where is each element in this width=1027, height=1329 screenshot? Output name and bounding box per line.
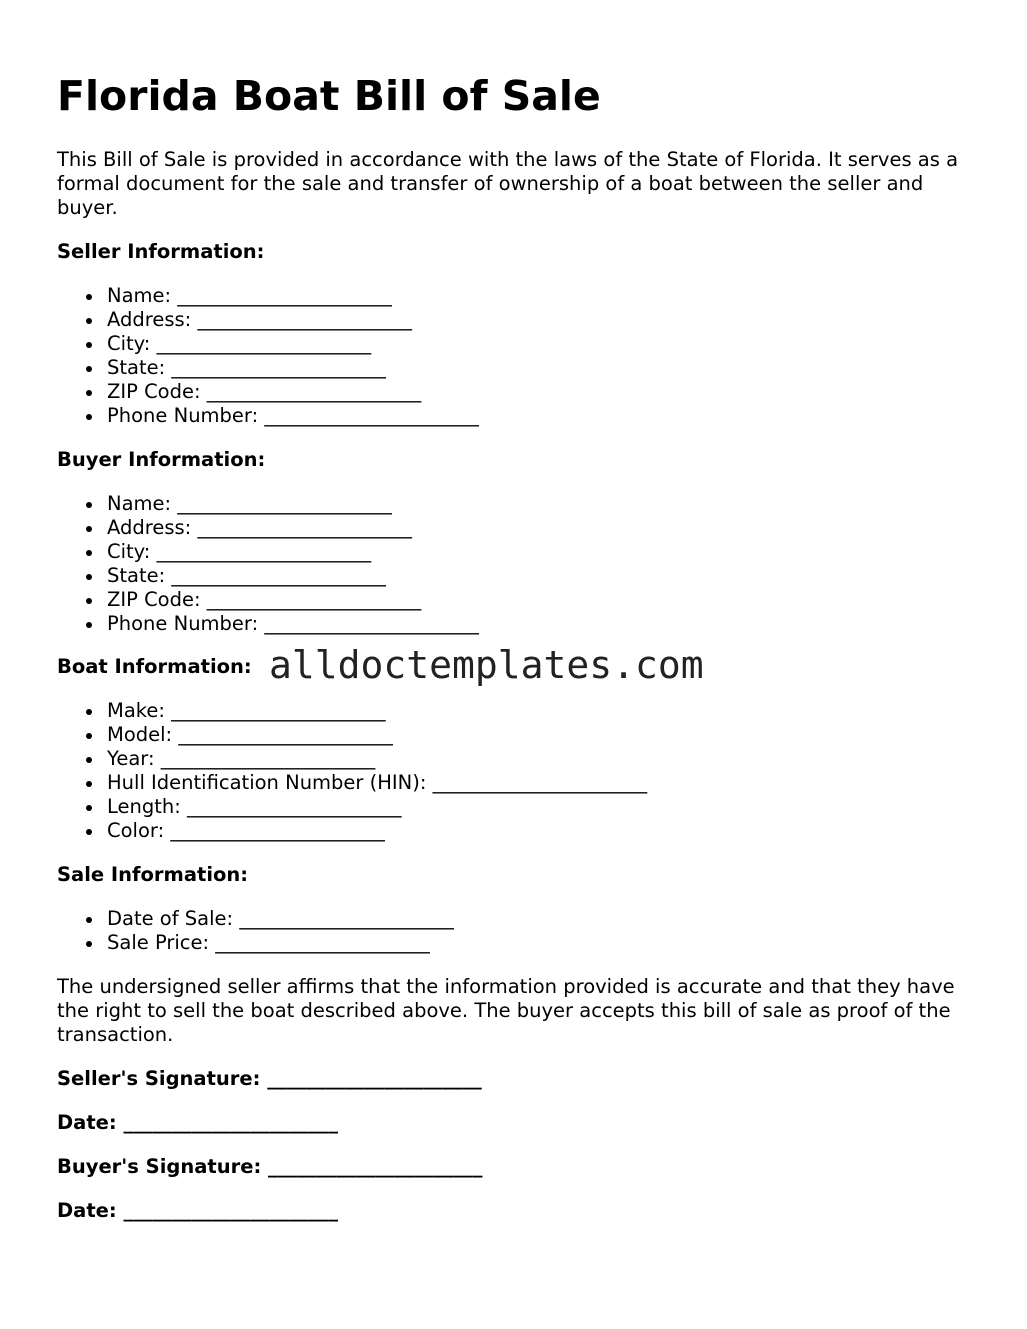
field-label: Year:: [107, 747, 155, 770]
field-label: Address:: [107, 516, 192, 539]
field-label: Date of Sale:: [107, 907, 234, 930]
field-blank-line: ______________________: [239, 907, 454, 930]
field-blank-line: ______________________: [171, 564, 386, 587]
field-blank-line: ______________________: [215, 931, 430, 954]
seller-heading: Seller Information:: [57, 240, 265, 263]
sale-fields: [57, 907, 454, 955]
boat-field-hull-identification-number-hin: [57, 771, 647, 795]
field-blank-line: ______________________: [264, 404, 479, 427]
buyer-field-state: [57, 564, 479, 588]
field-blank-line: ______________________: [197, 308, 412, 331]
field-label: Color:: [107, 819, 165, 842]
field-blank-line: ______________________: [206, 380, 422, 403]
buyer-field-address: [57, 516, 479, 540]
field-label: Phone Number:: [107, 404, 259, 427]
field-label: Length:: [107, 795, 181, 818]
buyer-field-name: [57, 492, 479, 516]
seller-field-city: [57, 332, 479, 356]
boat-field-make: [57, 699, 647, 723]
field-label: State:: [107, 564, 166, 587]
sale-field-sale-price: [57, 931, 454, 955]
seller-field-address: [57, 308, 479, 332]
seller-signature-line: Seller's Signature: ______________________: [57, 1067, 482, 1090]
boat-heading: Boat Information:: [57, 655, 252, 678]
field-label: Phone Number:: [107, 612, 259, 635]
field-blank-line: ______________________: [177, 492, 392, 515]
seller-field-state: [57, 356, 479, 380]
field-blank-line: ______________________: [170, 819, 385, 842]
field-label: ZIP Code:: [107, 588, 201, 611]
field-blank-line: ______________________: [197, 516, 412, 539]
buyer-field-zip-code: [57, 588, 479, 612]
boat-field-color: [57, 819, 647, 843]
boat-fields: [57, 699, 647, 843]
field-blank-line: ______________________: [187, 795, 402, 818]
field-label: City:: [107, 332, 151, 355]
seller-date-line: Date: ______________________: [57, 1111, 338, 1134]
seller-field-name: [57, 284, 479, 308]
field-blank-line: ______________________: [160, 747, 376, 770]
field-blank-line: ______________________: [178, 723, 393, 746]
field-label: Name:: [107, 492, 172, 515]
field-blank-line: ______________________: [432, 771, 648, 794]
field-label: Name:: [107, 284, 172, 307]
field-label: Hull Identification Number (HIN):: [107, 771, 427, 794]
buyer-signature-line: Buyer's Signature: ______________________: [57, 1155, 483, 1178]
field-blank-line: ______________________: [156, 540, 372, 563]
field-label: Make:: [107, 699, 165, 722]
seller-field-zip-code: [57, 380, 479, 404]
seller-field-phone-number: [57, 404, 479, 428]
buyer-field-phone-number: [57, 612, 479, 636]
boat-field-year: [57, 747, 647, 771]
field-label: Address:: [107, 308, 192, 331]
field-label: Model:: [107, 723, 173, 746]
sale-heading: Sale Information:: [57, 863, 249, 886]
closing-paragraph: The undersigned seller affirms that the information provided is accurate and that they have the right to sell the boat described above. The buyer accepts this bill of sale as proof of the transaction.: [57, 975, 955, 1046]
sale-field-date-of-sale: [57, 907, 454, 931]
boat-field-length: [57, 795, 647, 819]
field-label: Sale Price:: [107, 931, 210, 954]
buyer-heading: Buyer Information:: [57, 448, 266, 471]
field-blank-line: ______________________: [177, 284, 392, 307]
page-title: Florida Boat Bill of Sale: [57, 72, 601, 120]
buyer-fields: [57, 492, 479, 636]
buyer-date-line: Date: ______________________: [57, 1199, 338, 1222]
field-blank-line: ______________________: [156, 332, 372, 355]
field-blank-line: ______________________: [206, 588, 422, 611]
boat-field-model: [57, 723, 647, 747]
buyer-field-city: [57, 540, 479, 564]
watermark: alldoctemplates.com: [269, 643, 704, 687]
field-blank-line: ______________________: [264, 612, 479, 635]
field-label: City:: [107, 540, 151, 563]
intro-paragraph: This Bill of Sale is provided in accordance with the laws of the State of Florida. It serves as a formal document for the sale and transfer of ownership of a boat between the seller and buyer.: [57, 148, 959, 219]
field-blank-line: ______________________: [171, 356, 386, 379]
seller-fields: [57, 284, 479, 428]
field-label: ZIP Code:: [107, 380, 201, 403]
field-blank-line: ______________________: [171, 699, 386, 722]
field-label: State:: [107, 356, 166, 379]
